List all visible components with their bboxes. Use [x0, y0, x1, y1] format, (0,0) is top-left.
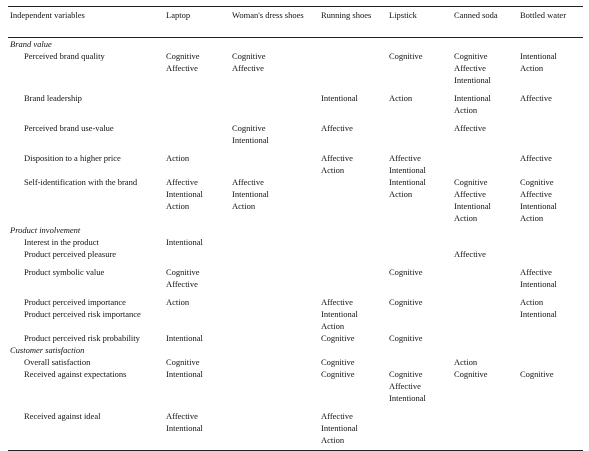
table-cell	[452, 260, 518, 290]
table-row	[8, 146, 583, 176]
row-label: Product perceived risk importance	[24, 309, 141, 319]
table-cell	[387, 50, 452, 86]
row-label: Disposition to a higher price	[24, 153, 121, 163]
cell-value: Action	[232, 201, 256, 211]
cell-value: Cognitive	[389, 267, 423, 277]
table-cell	[452, 176, 518, 224]
table-cell	[230, 332, 319, 344]
table-cell	[518, 176, 583, 224]
table-cell	[319, 404, 387, 451]
table-cell	[230, 308, 319, 332]
table-cell	[164, 248, 230, 260]
table-cell	[452, 308, 518, 332]
cell-value: Cognitive	[166, 267, 200, 277]
header-cell: Bottled water	[518, 7, 583, 38]
cell-value: Action	[321, 321, 345, 331]
cell-value: Action	[321, 165, 345, 175]
cell-value: Affective	[389, 153, 421, 163]
table-cell	[387, 116, 452, 146]
cell-value: Action	[166, 297, 190, 307]
table-row	[8, 290, 583, 308]
table-cell	[319, 308, 387, 332]
table-cell	[518, 260, 583, 290]
cell-value: Cognitive	[166, 51, 200, 61]
cell-value: Affective	[454, 249, 486, 259]
table-cell	[230, 368, 319, 404]
cell-value: Intentional	[166, 189, 203, 199]
table-cell	[164, 50, 230, 86]
table-cell	[230, 356, 319, 368]
cell-value: Affective	[520, 267, 552, 277]
header-cell: Running shoes	[319, 7, 387, 38]
table-cell	[387, 260, 452, 290]
table-cell	[518, 308, 583, 332]
cell-value: Cognitive	[389, 333, 423, 343]
table-cell	[230, 290, 319, 308]
table-row	[8, 248, 583, 260]
cell-value: Affective	[454, 63, 486, 73]
cell-value: Affective	[520, 189, 552, 199]
cell-value: Intentional	[232, 135, 269, 145]
cell-value: Intentional	[520, 51, 557, 61]
cell-value: Affective	[321, 123, 353, 133]
table-cell	[164, 176, 230, 224]
cell-value: Action	[389, 189, 413, 199]
header-cell: Woman's dress shoes	[230, 7, 319, 38]
section-title: Brand value	[10, 39, 52, 49]
cell-value: Action	[454, 105, 478, 115]
table-cell	[319, 356, 387, 368]
table-cell	[164, 260, 230, 290]
table-row	[8, 368, 583, 404]
cell-value: Intentional	[166, 423, 203, 433]
table-cell	[387, 248, 452, 260]
cell-value: Action	[520, 297, 544, 307]
cell-value: Cognitive	[520, 369, 554, 379]
row-label: Product perceived importance	[24, 297, 126, 307]
cell-value: Affective	[166, 177, 198, 187]
table-row	[8, 116, 583, 146]
cell-value: Intentional	[389, 165, 426, 175]
table-cell	[164, 368, 230, 404]
cell-value: Affective	[321, 411, 353, 421]
table-cell	[319, 248, 387, 260]
table-cell	[230, 176, 319, 224]
table-cell	[518, 146, 583, 176]
cell-value: Cognitive	[454, 177, 488, 187]
cell-value: Affective	[166, 411, 198, 421]
table-cell	[518, 368, 583, 404]
cell-value: Affective	[389, 381, 421, 391]
cell-value: Intentional	[520, 201, 557, 211]
table-cell	[387, 146, 452, 176]
cell-value: Action	[454, 213, 478, 223]
table-cell	[387, 236, 452, 248]
table-cell	[518, 332, 583, 344]
table-cell	[387, 404, 452, 451]
table-cell	[164, 308, 230, 332]
header-cell: Independent variables	[8, 7, 164, 38]
cell-value: Affective	[454, 189, 486, 199]
row-label: Self-identification with the brand	[24, 177, 138, 187]
table-cell	[319, 146, 387, 176]
cell-value: Affective	[232, 63, 264, 73]
row-label: Perceived brand quality	[24, 51, 105, 61]
row-label: Perceived brand use-value	[24, 123, 114, 133]
table-cell	[518, 356, 583, 368]
table-cell	[319, 50, 387, 86]
cell-value: Cognitive	[232, 123, 266, 133]
cell-value: Cognitive	[166, 357, 200, 367]
table-cell	[319, 332, 387, 344]
table-cell	[230, 86, 319, 116]
cell-value: Intentional	[389, 177, 426, 187]
cell-value: Intentional	[321, 309, 358, 319]
cell-value: Cognitive	[389, 51, 423, 61]
table-cell	[452, 404, 518, 451]
section-title: Product involvement	[10, 225, 81, 235]
table-cell	[452, 332, 518, 344]
table-cell	[387, 86, 452, 116]
table-cell	[319, 236, 387, 248]
table-cell	[387, 290, 452, 308]
table-cell	[230, 260, 319, 290]
table-cell	[452, 86, 518, 116]
table-cell	[319, 260, 387, 290]
table-cell	[230, 116, 319, 146]
table-cell	[164, 332, 230, 344]
table-cell	[452, 290, 518, 308]
table-cell	[518, 86, 583, 116]
table-cell	[230, 236, 319, 248]
table-cell	[452, 50, 518, 86]
row-label: Interest in the product	[24, 237, 99, 247]
table-row	[8, 356, 583, 368]
table-cell	[518, 290, 583, 308]
cell-value: Intentional	[232, 189, 269, 199]
header-cell: Canned soda	[452, 7, 518, 38]
table-cell	[164, 356, 230, 368]
table-cell	[518, 50, 583, 86]
cell-value: Intentional	[454, 201, 491, 211]
cell-value: Cognitive	[454, 369, 488, 379]
cell-value: Cognitive	[232, 51, 266, 61]
row-label: Product symbolic value	[24, 267, 105, 277]
table-cell	[319, 176, 387, 224]
table-row	[8, 50, 583, 86]
cell-value: Intentional	[520, 309, 557, 319]
row-label: Received against expectations	[24, 369, 127, 379]
cell-value: Affective	[454, 123, 486, 133]
header-cell: Laptop	[164, 7, 230, 38]
cell-value: Affective	[520, 153, 552, 163]
variables-table	[8, 6, 583, 451]
row-label: Overall satisfaction	[24, 357, 91, 367]
section-row	[8, 344, 583, 356]
table-cell	[164, 404, 230, 451]
table-cell	[387, 308, 452, 332]
cell-value: Action	[321, 435, 345, 445]
table-cell	[319, 116, 387, 146]
table-cell	[452, 368, 518, 404]
cell-value: Intentional	[321, 423, 358, 433]
table-cell	[387, 368, 452, 404]
table-cell	[319, 368, 387, 404]
cell-value: Action	[520, 63, 544, 73]
row-label: Product perceived risk probability	[24, 333, 140, 343]
table-cell	[452, 146, 518, 176]
table-cell	[164, 86, 230, 116]
table-cell	[319, 290, 387, 308]
table-cell	[452, 356, 518, 368]
cell-value: Intentional	[166, 369, 203, 379]
cell-value: Intentional	[166, 237, 203, 247]
table-cell	[387, 332, 452, 344]
cell-value: Cognitive	[389, 369, 423, 379]
table-cell	[230, 404, 319, 451]
cell-value: Action	[166, 153, 190, 163]
table-cell	[387, 176, 452, 224]
cell-value: Action	[520, 213, 544, 223]
cell-value: Intentional	[166, 333, 203, 343]
section-row	[8, 38, 583, 51]
cell-value: Intentional	[389, 393, 426, 403]
cell-value: Action	[389, 93, 413, 103]
table-row	[8, 404, 583, 451]
row-label: Brand leadership	[24, 93, 82, 103]
table-row	[8, 332, 583, 344]
table-row	[8, 260, 583, 290]
cell-value: Cognitive	[389, 297, 423, 307]
cell-value: Cognitive	[321, 333, 355, 343]
cell-value: Intentional	[520, 279, 557, 289]
cell-value: Intentional	[321, 93, 358, 103]
table-row	[8, 236, 583, 248]
table-cell	[518, 116, 583, 146]
table-cell	[452, 116, 518, 146]
table-cell	[518, 236, 583, 248]
table-cell	[230, 248, 319, 260]
table-cell	[230, 50, 319, 86]
table-cell	[164, 146, 230, 176]
cell-value: Affective	[321, 153, 353, 163]
table-cell	[164, 290, 230, 308]
cell-value: Cognitive	[321, 357, 355, 367]
cell-value: Intentional	[454, 93, 491, 103]
cell-value: Action	[454, 357, 478, 367]
cell-value: Affective	[520, 93, 552, 103]
table-row	[8, 176, 583, 224]
table-cell	[319, 86, 387, 116]
row-label: Product perceived pleasure	[24, 249, 117, 259]
table-cell	[164, 116, 230, 146]
row-label: Received against ideal	[8, 404, 164, 451]
section-row	[8, 224, 583, 236]
table-row	[8, 86, 583, 116]
cell-value: Cognitive	[520, 177, 554, 187]
cell-value: Affective	[166, 63, 198, 73]
table-cell	[452, 248, 518, 260]
table-cell	[230, 146, 319, 176]
table-cell	[518, 404, 583, 451]
cell-value: Cognitive	[321, 369, 355, 379]
table-row	[8, 308, 583, 332]
table-cell	[164, 236, 230, 248]
cell-value: Action	[166, 201, 190, 211]
cell-value: Intentional	[454, 75, 491, 85]
section-title: Customer satisfaction	[10, 345, 85, 355]
table-cell	[518, 248, 583, 260]
table-body	[8, 38, 583, 451]
table-cell	[387, 356, 452, 368]
table-header-row	[8, 7, 583, 38]
cell-value: Cognitive	[454, 51, 488, 61]
header-cell: Lipstick	[387, 7, 452, 38]
cell-value: Affective	[321, 297, 353, 307]
cell-value: Affective	[166, 279, 198, 289]
table-cell	[452, 236, 518, 248]
cell-value: Affective	[232, 177, 264, 187]
